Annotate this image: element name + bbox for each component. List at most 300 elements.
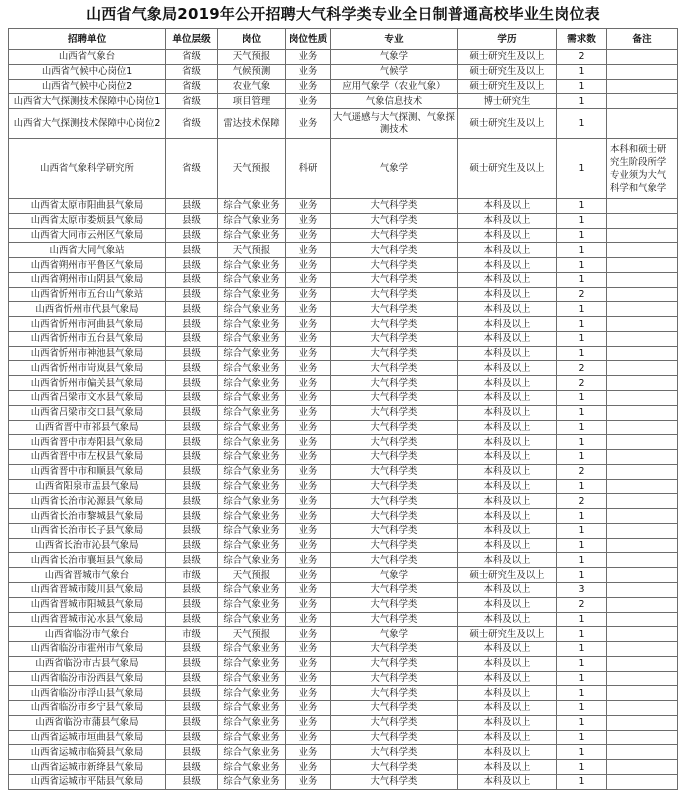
- cell-unit: 山西省临汾市古县气象局: [9, 656, 166, 671]
- cell-count: 1: [557, 213, 607, 228]
- cell-remarks: [607, 435, 678, 450]
- cell-count: 1: [557, 686, 607, 701]
- cell-nature: 业务: [286, 760, 331, 775]
- table-row: [9, 642, 678, 657]
- cell-level: 县级: [166, 302, 218, 317]
- cell-level: 县级: [166, 376, 218, 391]
- cell-major: 大气科学类: [331, 331, 458, 346]
- cell-nature: 业务: [286, 553, 331, 568]
- cell-remarks: [607, 538, 678, 553]
- cell-count: 1: [557, 745, 607, 760]
- cell-unit: 山西省长治市长子县气象局: [9, 523, 166, 538]
- cell-level: 市级: [166, 568, 218, 583]
- cell-count: 1: [557, 435, 607, 450]
- cell-count: 1: [557, 139, 607, 199]
- table-row: [9, 258, 678, 273]
- cell-major: 大气科学类: [331, 745, 458, 760]
- cell-count: 2: [557, 494, 607, 509]
- cell-remarks: [607, 391, 678, 406]
- cell-remarks: [607, 243, 678, 258]
- cell-unit: 山西省运城市新绛县气象局: [9, 760, 166, 775]
- cell-count: 2: [557, 597, 607, 612]
- header-education: 学历: [458, 29, 557, 50]
- table-row: [9, 376, 678, 391]
- cell-count: 1: [557, 420, 607, 435]
- cell-major: 大气科学类: [331, 774, 458, 789]
- cell-level: 县级: [166, 405, 218, 420]
- cell-position: 综合气象业务: [218, 435, 286, 450]
- table-row: [9, 686, 678, 701]
- header-row: [9, 29, 678, 50]
- table-row: [9, 64, 678, 79]
- cell-nature: 业务: [286, 597, 331, 612]
- cell-major: 大气科学类: [331, 553, 458, 568]
- cell-level: 县级: [166, 509, 218, 524]
- cell-position: 综合气象业务: [218, 302, 286, 317]
- table-row: [9, 317, 678, 332]
- header-count: 需求数: [557, 29, 607, 50]
- cell-major: 大气科学类: [331, 582, 458, 597]
- cell-major: 大气科学类: [331, 317, 458, 332]
- cell-level: 县级: [166, 213, 218, 228]
- cell-education: 本科及以上: [458, 243, 557, 258]
- cell-nature: 业务: [286, 450, 331, 465]
- cell-nature: 业务: [286, 627, 331, 642]
- cell-remarks: [607, 656, 678, 671]
- cell-position: 综合气象业务: [218, 376, 286, 391]
- cell-level: 市级: [166, 627, 218, 642]
- cell-level: 县级: [166, 642, 218, 657]
- cell-remarks: [607, 199, 678, 214]
- cell-remarks: [607, 582, 678, 597]
- cell-count: 2: [557, 287, 607, 302]
- cell-major: 大气科学类: [331, 612, 458, 627]
- cell-position: 综合气象业务: [218, 745, 286, 760]
- cell-level: 县级: [166, 479, 218, 494]
- cell-unit: 山西省晋城市气象台: [9, 568, 166, 583]
- cell-nature: 业务: [286, 199, 331, 214]
- cell-nature: 业务: [286, 538, 331, 553]
- cell-nature: 业务: [286, 656, 331, 671]
- table-row: [9, 671, 678, 686]
- cell-nature: 业务: [286, 228, 331, 243]
- cell-nature: 业务: [286, 287, 331, 302]
- cell-remarks: [607, 568, 678, 583]
- cell-position: 天气预报: [218, 243, 286, 258]
- cell-count: 1: [557, 346, 607, 361]
- cell-remarks: [607, 302, 678, 317]
- cell-count: 1: [557, 450, 607, 465]
- cell-count: 1: [557, 243, 607, 258]
- cell-major: 大气科学类: [331, 346, 458, 361]
- cell-position: 综合气象业务: [218, 523, 286, 538]
- cell-major: 大气科学类: [331, 671, 458, 686]
- cell-education: 本科及以上: [458, 597, 557, 612]
- cell-remarks: [607, 509, 678, 524]
- cell-count: 1: [557, 199, 607, 214]
- cell-unit: 山西省吕梁市交口县气象局: [9, 405, 166, 420]
- cell-unit: 山西省忻州市偏关县气象局: [9, 376, 166, 391]
- cell-major: 大气科学类: [331, 361, 458, 376]
- cell-unit: 山西省运城市平陆县气象局: [9, 774, 166, 789]
- cell-unit: 山西省运城市垣曲县气象局: [9, 730, 166, 745]
- cell-level: 县级: [166, 258, 218, 273]
- cell-remarks: [607, 774, 678, 789]
- cell-education: 硕士研究生及以上: [458, 79, 557, 94]
- cell-major: 气象学: [331, 627, 458, 642]
- cell-position: 综合气象业务: [218, 420, 286, 435]
- cell-count: 2: [557, 50, 607, 65]
- cell-count: 1: [557, 391, 607, 406]
- cell-position: 综合气象业务: [218, 642, 286, 657]
- cell-count: 1: [557, 509, 607, 524]
- table-row: [9, 745, 678, 760]
- cell-major: 大气科学类: [331, 287, 458, 302]
- cell-position: 综合气象业务: [218, 538, 286, 553]
- cell-remarks: [607, 715, 678, 730]
- header-unit: 招聘单位: [9, 29, 166, 50]
- cell-level: 县级: [166, 523, 218, 538]
- cell-unit: 山西省大气探测技术保障中心岗位1: [9, 94, 166, 109]
- cell-education: 本科及以上: [458, 538, 557, 553]
- cell-level: 县级: [166, 361, 218, 376]
- table-row: [9, 597, 678, 612]
- cell-education: 本科及以上: [458, 450, 557, 465]
- cell-remarks: [607, 109, 678, 139]
- cell-level: 县级: [166, 715, 218, 730]
- table-row: [9, 701, 678, 716]
- cell-count: 3: [557, 582, 607, 597]
- table-row: [9, 656, 678, 671]
- cell-level: 县级: [166, 538, 218, 553]
- cell-education: 博士研究生: [458, 94, 557, 109]
- cell-remarks: [607, 331, 678, 346]
- cell-major: 气象学: [331, 50, 458, 65]
- header-remarks: 备注: [607, 29, 678, 50]
- cell-count: 1: [557, 715, 607, 730]
- cell-count: 1: [557, 479, 607, 494]
- cell-position: 天气预报: [218, 50, 286, 65]
- cell-education: 本科及以上: [458, 346, 557, 361]
- table-row: [9, 272, 678, 287]
- cell-remarks: [607, 671, 678, 686]
- cell-nature: 业务: [286, 509, 331, 524]
- cell-education: 本科及以上: [458, 302, 557, 317]
- table-row: [9, 228, 678, 243]
- cell-count: 1: [557, 302, 607, 317]
- cell-level: 县级: [166, 450, 218, 465]
- cell-nature: 业务: [286, 376, 331, 391]
- cell-education: 本科及以上: [458, 523, 557, 538]
- table-row: [9, 405, 678, 420]
- cell-nature: 业务: [286, 435, 331, 450]
- cell-nature: 业务: [286, 464, 331, 479]
- cell-remarks: 本科和硕士研究生阶段所学专业须为大气科学和气象学: [607, 139, 678, 199]
- cell-level: 县级: [166, 686, 218, 701]
- table-row: [9, 346, 678, 361]
- cell-education: 硕士研究生及以上: [458, 109, 557, 139]
- cell-level: 县级: [166, 760, 218, 775]
- cell-education: 本科及以上: [458, 391, 557, 406]
- cell-count: 1: [557, 331, 607, 346]
- cell-education: 本科及以上: [458, 435, 557, 450]
- cell-major: 大气遥感与大气探测、气象探测技术: [331, 109, 458, 139]
- cell-education: 本科及以上: [458, 199, 557, 214]
- cell-unit: 山西省吕梁市文水县气象局: [9, 391, 166, 406]
- cell-remarks: [607, 272, 678, 287]
- cell-unit: 山西省大同气象站: [9, 243, 166, 258]
- cell-count: 1: [557, 405, 607, 420]
- cell-remarks: [607, 479, 678, 494]
- cell-nature: 业务: [286, 331, 331, 346]
- cell-position: 综合气象业务: [218, 494, 286, 509]
- cell-unit: 山西省晋中市左权县气象局: [9, 450, 166, 465]
- cell-position: 综合气象业务: [218, 405, 286, 420]
- cell-nature: 业务: [286, 715, 331, 730]
- cell-position: 综合气象业务: [218, 686, 286, 701]
- cell-major: 大气科学类: [331, 272, 458, 287]
- cell-position: 项目管理: [218, 94, 286, 109]
- cell-unit: 山西省大气探测技术保障中心岗位2: [9, 109, 166, 139]
- cell-level: 县级: [166, 420, 218, 435]
- cell-education: 本科及以上: [458, 331, 557, 346]
- cell-level: 省级: [166, 64, 218, 79]
- cell-unit: 山西省朔州市平鲁区气象局: [9, 258, 166, 273]
- cell-position: 综合气象业务: [218, 272, 286, 287]
- cell-count: 1: [557, 228, 607, 243]
- cell-major: 大气科学类: [331, 199, 458, 214]
- cell-unit: 山西省忻州市神池县气象局: [9, 346, 166, 361]
- cell-education: 本科及以上: [458, 553, 557, 568]
- cell-major: 大气科学类: [331, 642, 458, 657]
- cell-position: 综合气象业务: [218, 730, 286, 745]
- cell-position: 综合气象业务: [218, 774, 286, 789]
- cell-education: 硕士研究生及以上: [458, 50, 557, 65]
- table-row: [9, 213, 678, 228]
- cell-major: 大气科学类: [331, 730, 458, 745]
- cell-level: 省级: [166, 79, 218, 94]
- cell-remarks: [607, 317, 678, 332]
- table-row: [9, 538, 678, 553]
- cell-education: 本科及以上: [458, 642, 557, 657]
- table-body: [9, 50, 678, 790]
- cell-nature: 业务: [286, 302, 331, 317]
- cell-remarks: [607, 730, 678, 745]
- cell-unit: 山西省长治市黎城县气象局: [9, 509, 166, 524]
- cell-nature: 业务: [286, 523, 331, 538]
- table-row: [9, 94, 678, 109]
- cell-education: 本科及以上: [458, 656, 557, 671]
- cell-position: 综合气象业务: [218, 287, 286, 302]
- cell-nature: 业务: [286, 391, 331, 406]
- cell-unit: 山西省临汾市霍州市气象局: [9, 642, 166, 657]
- cell-major: 大气科学类: [331, 435, 458, 450]
- cell-remarks: [607, 553, 678, 568]
- cell-nature: 业务: [286, 213, 331, 228]
- cell-count: 2: [557, 376, 607, 391]
- cell-education: 本科及以上: [458, 730, 557, 745]
- cell-remarks: [607, 361, 678, 376]
- cell-education: 本科及以上: [458, 287, 557, 302]
- cell-count: 1: [557, 774, 607, 789]
- cell-nature: 业务: [286, 582, 331, 597]
- cell-nature: 业务: [286, 79, 331, 94]
- cell-position: 综合气象业务: [218, 671, 286, 686]
- table-row: [9, 553, 678, 568]
- table-row: [9, 450, 678, 465]
- cell-remarks: [607, 745, 678, 760]
- cell-unit: 山西省临汾市气象台: [9, 627, 166, 642]
- cell-remarks: [607, 79, 678, 94]
- cell-position: 综合气象业务: [218, 199, 286, 214]
- table-row: [9, 79, 678, 94]
- cell-nature: 业务: [286, 64, 331, 79]
- cell-remarks: [607, 701, 678, 716]
- cell-major: 大气科学类: [331, 479, 458, 494]
- table-row: [9, 582, 678, 597]
- cell-unit: 山西省忻州市岢岚县气象局: [9, 361, 166, 376]
- cell-level: 县级: [166, 199, 218, 214]
- cell-level: 省级: [166, 94, 218, 109]
- header-nature: 岗位性质: [286, 29, 331, 50]
- cell-level: 县级: [166, 346, 218, 361]
- cell-unit: 山西省晋中市祁县气象局: [9, 420, 166, 435]
- cell-nature: 业务: [286, 346, 331, 361]
- cell-unit: 山西省运城市临猗县气象局: [9, 745, 166, 760]
- cell-nature: 业务: [286, 642, 331, 657]
- cell-education: 本科及以上: [458, 745, 557, 760]
- table-row: [9, 627, 678, 642]
- table-row: [9, 523, 678, 538]
- cell-position: 综合气象业务: [218, 331, 286, 346]
- cell-major: 大气科学类: [331, 760, 458, 775]
- cell-nature: 业务: [286, 494, 331, 509]
- cell-level: 县级: [166, 464, 218, 479]
- cell-unit: 山西省太原市娄烦县气象局: [9, 213, 166, 228]
- cell-position: 综合气象业务: [218, 612, 286, 627]
- cell-remarks: [607, 494, 678, 509]
- cell-education: 本科及以上: [458, 405, 557, 420]
- cell-count: 1: [557, 642, 607, 657]
- cell-nature: 业务: [286, 272, 331, 287]
- cell-unit: 山西省忻州市五台山气象站: [9, 287, 166, 302]
- cell-education: 本科及以上: [458, 671, 557, 686]
- table-row: [9, 464, 678, 479]
- cell-education: 本科及以上: [458, 272, 557, 287]
- cell-major: 大气科学类: [331, 258, 458, 273]
- cell-position: 综合气象业务: [218, 258, 286, 273]
- cell-count: 1: [557, 523, 607, 538]
- cell-level: 县级: [166, 745, 218, 760]
- cell-level: 县级: [166, 774, 218, 789]
- cell-count: 1: [557, 627, 607, 642]
- cell-nature: 业务: [286, 745, 331, 760]
- table-row: [9, 420, 678, 435]
- cell-remarks: [607, 420, 678, 435]
- cell-level: 县级: [166, 612, 218, 627]
- cell-remarks: [607, 523, 678, 538]
- cell-count: 2: [557, 361, 607, 376]
- cell-nature: 业务: [286, 109, 331, 139]
- cell-unit: 山西省临汾市乡宁县气象局: [9, 701, 166, 716]
- cell-unit: 山西省晋城市阳城县气象局: [9, 597, 166, 612]
- cell-position: 综合气象业务: [218, 582, 286, 597]
- cell-major: 气候学: [331, 64, 458, 79]
- cell-education: 本科及以上: [458, 509, 557, 524]
- cell-education: 本科及以上: [458, 420, 557, 435]
- cell-education: 本科及以上: [458, 361, 557, 376]
- cell-position: 天气预报: [218, 627, 286, 642]
- cell-position: 综合气象业务: [218, 450, 286, 465]
- cell-unit: 山西省晋中市寿阳县气象局: [9, 435, 166, 450]
- cell-count: 1: [557, 64, 607, 79]
- cell-level: 县级: [166, 597, 218, 612]
- cell-nature: 业务: [286, 686, 331, 701]
- cell-position: 综合气象业务: [218, 656, 286, 671]
- cell-position: 综合气象业务: [218, 464, 286, 479]
- cell-major: 大气科学类: [331, 302, 458, 317]
- cell-position: 综合气象业务: [218, 317, 286, 332]
- cell-position: 综合气象业务: [218, 597, 286, 612]
- positions-table: [8, 28, 678, 790]
- cell-nature: 业务: [286, 94, 331, 109]
- cell-remarks: [607, 376, 678, 391]
- cell-position: 综合气象业务: [218, 228, 286, 243]
- cell-level: 省级: [166, 109, 218, 139]
- cell-education: 本科及以上: [458, 494, 557, 509]
- cell-position: 综合气象业务: [218, 391, 286, 406]
- cell-nature: 业务: [286, 701, 331, 716]
- cell-remarks: [607, 287, 678, 302]
- cell-remarks: [607, 213, 678, 228]
- cell-unit: 山西省大同市云州区气象局: [9, 228, 166, 243]
- table-row: [9, 612, 678, 627]
- table-row: [9, 302, 678, 317]
- cell-position: 雷达技术保障: [218, 109, 286, 139]
- cell-unit: 山西省晋城市陵川县气象局: [9, 582, 166, 597]
- cell-nature: 业务: [286, 420, 331, 435]
- cell-nature: 业务: [286, 317, 331, 332]
- cell-major: 大气科学类: [331, 509, 458, 524]
- table-row: [9, 361, 678, 376]
- cell-remarks: [607, 405, 678, 420]
- table-row: [9, 199, 678, 214]
- cell-nature: 业务: [286, 568, 331, 583]
- cell-major: 大气科学类: [331, 228, 458, 243]
- cell-unit: 山西省临汾市汾西县气象局: [9, 671, 166, 686]
- cell-education: 硕士研究生及以上: [458, 139, 557, 199]
- cell-level: 县级: [166, 287, 218, 302]
- cell-unit: 山西省长治市沁源县气象局: [9, 494, 166, 509]
- cell-education: 本科及以上: [458, 715, 557, 730]
- cell-remarks: [607, 612, 678, 627]
- cell-level: 县级: [166, 701, 218, 716]
- cell-remarks: [607, 464, 678, 479]
- cell-unit: 山西省气候中心岗位2: [9, 79, 166, 94]
- cell-education: 本科及以上: [458, 213, 557, 228]
- cell-level: 县级: [166, 228, 218, 243]
- cell-nature: 业务: [286, 479, 331, 494]
- cell-major: 大气科学类: [331, 494, 458, 509]
- cell-count: 2: [557, 464, 607, 479]
- cell-count: 1: [557, 109, 607, 139]
- cell-major: 大气科学类: [331, 420, 458, 435]
- cell-major: 大气科学类: [331, 656, 458, 671]
- cell-education: 本科及以上: [458, 228, 557, 243]
- cell-level: 县级: [166, 553, 218, 568]
- cell-education: 本科及以上: [458, 582, 557, 597]
- cell-level: 省级: [166, 50, 218, 65]
